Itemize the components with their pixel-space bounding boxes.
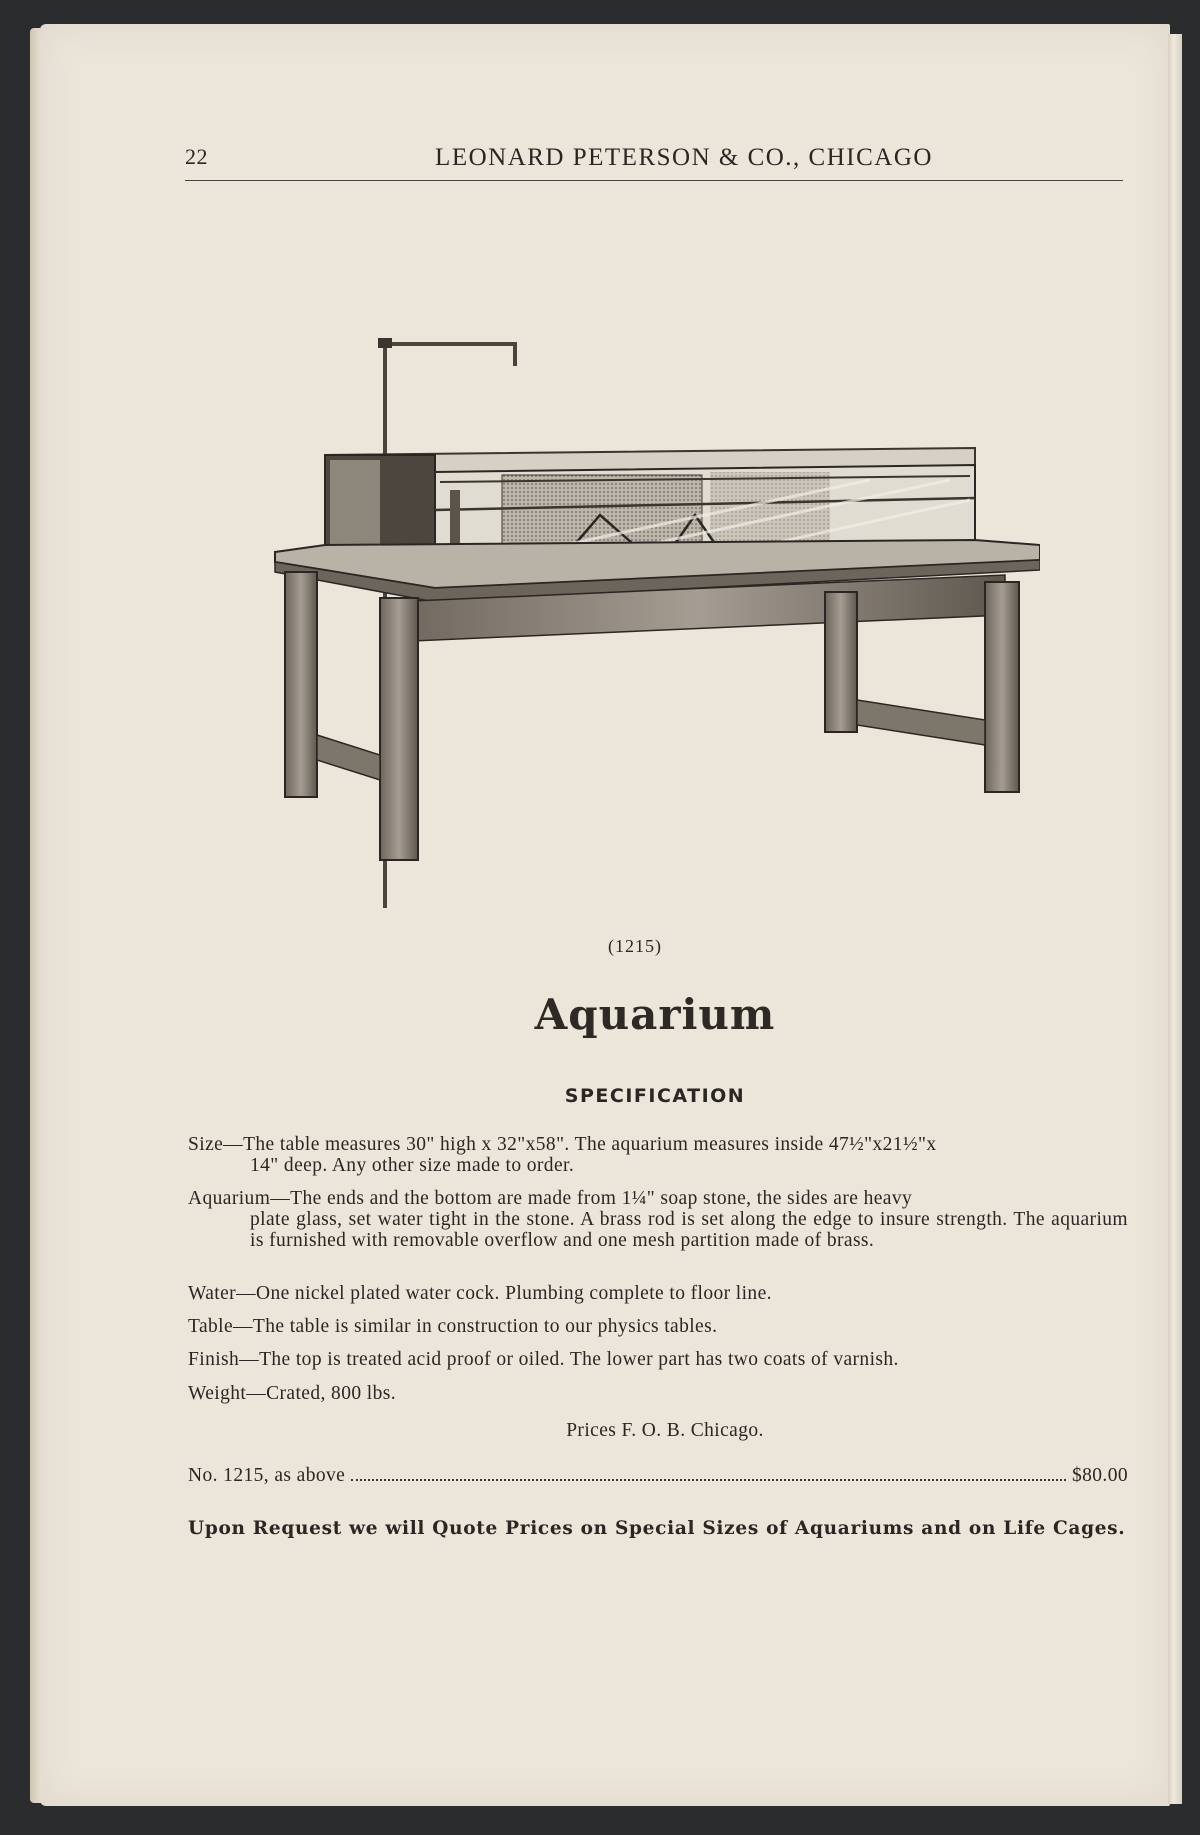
page-number: 22 xyxy=(185,144,208,169)
table-leg-front-left xyxy=(380,598,418,860)
table-stretcher-left xyxy=(317,735,380,780)
running-head: LEONARD PETERSON & CO., CHICAGO xyxy=(435,144,933,171)
figure-number: (1215) xyxy=(608,936,662,956)
spec-finish xyxy=(188,1349,1128,1370)
spec-weight-line: Weight—Crated, 800 lbs. xyxy=(188,1383,397,1404)
table-leg-front-right xyxy=(985,582,1019,792)
aquarium-drawing xyxy=(270,330,1040,930)
spec-aquarium-continuation: plate glass, set water tight in the stone. A brass rod is set along the edge to insure strength. The aquarium is furnished with removable overflow and one mesh partition made of brass. xyxy=(250,1209,1128,1251)
table-leg-back-left xyxy=(285,572,317,797)
overflow-tube xyxy=(450,490,460,550)
spec-weight xyxy=(188,1383,1128,1404)
special-sizes-notice: Upon Request we will Quote Prices on Special Sizes of Aquariums and on Life Cages. xyxy=(188,1518,1126,1539)
spec-size xyxy=(188,1134,1128,1176)
water-cock xyxy=(385,344,515,366)
spec-table-line: Table—The table is similar in construction to our physics tables. xyxy=(188,1316,718,1337)
spec-size-continuation: 14" deep. Any other size made to order. xyxy=(250,1155,575,1176)
spec-aquarium-line: Aquarium—The ends and the bottom are made from 1¼" soap stone, the sides are heavy xyxy=(188,1188,913,1209)
spec-table xyxy=(188,1316,1128,1337)
page-title: Aquarium xyxy=(534,990,776,1039)
aquarium-illustration xyxy=(270,330,1040,930)
spec-aquarium xyxy=(188,1188,1128,1251)
page-header xyxy=(185,144,1123,181)
price-leader-dots xyxy=(351,1465,1066,1481)
specification-heading: SPECIFICATION xyxy=(564,1085,746,1107)
page-edge-right xyxy=(1168,34,1182,1804)
spec-size-line: Size—The table measures 30" high x 32"x58". The aquarium measures inside 47½"x21½"x xyxy=(188,1134,937,1155)
spec-water-line: Water—One nickel plated water cock. Plumbing complete to floor line. xyxy=(188,1283,772,1304)
spec-finish-line: Finish—The top is treated acid proof or oiled. The lower part has two coats of varnish. xyxy=(188,1349,899,1370)
price-row xyxy=(188,1465,1128,1489)
price-value: $80.00 xyxy=(1071,1465,1128,1486)
price-item: No. 1215, as above xyxy=(188,1465,346,1486)
table-leg-back-right xyxy=(825,592,857,732)
table-stretcher-right xyxy=(857,700,985,745)
spec-water xyxy=(188,1283,1128,1304)
prices-heading: Prices F. O. B. Chicago. xyxy=(566,1420,764,1441)
